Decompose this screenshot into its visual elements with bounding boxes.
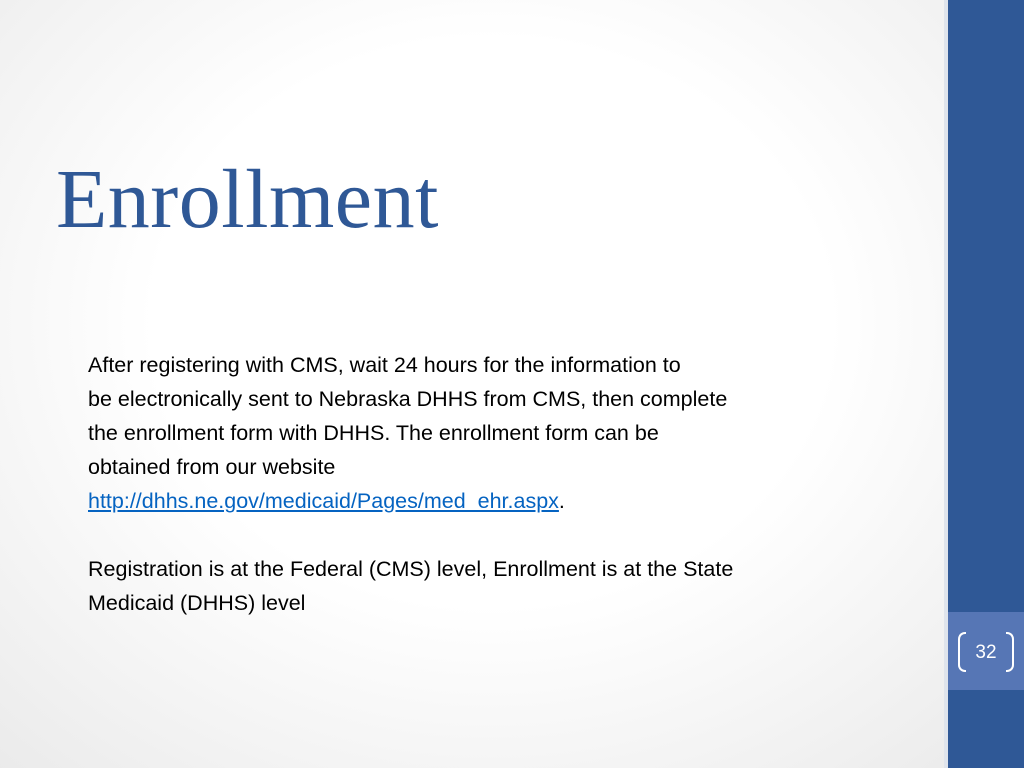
enrollment-form-link[interactable]: http://dhhs.ne.gov/medicaid/Pages/med_ehr.aspx [88,489,559,513]
text-line: Medicaid (DHHS) level [88,591,306,615]
text-line: be electronically sent to Nebraska DHHS from CMS, then complete [88,387,728,411]
page-number-badge [948,612,1024,690]
page-number: 32 [975,642,997,663]
link-suffix: . [558,489,565,513]
text-line: Registration is at the Federal (CMS) level, Enrollment is at the State [88,557,734,581]
slide-title: Enrollment [56,153,439,246]
text-line: After registering with CMS, wait 24 hours for the information to [88,353,681,377]
right-brace-icon [1006,632,1014,672]
paragraph-enrollment-instructions [88,348,888,518]
text-line: obtained from our website [88,455,336,479]
text-line: the enrollment form with DHHS. The enrollment form can be [88,421,659,445]
slide-body [88,348,888,620]
paragraph-registration-levels [88,552,888,620]
